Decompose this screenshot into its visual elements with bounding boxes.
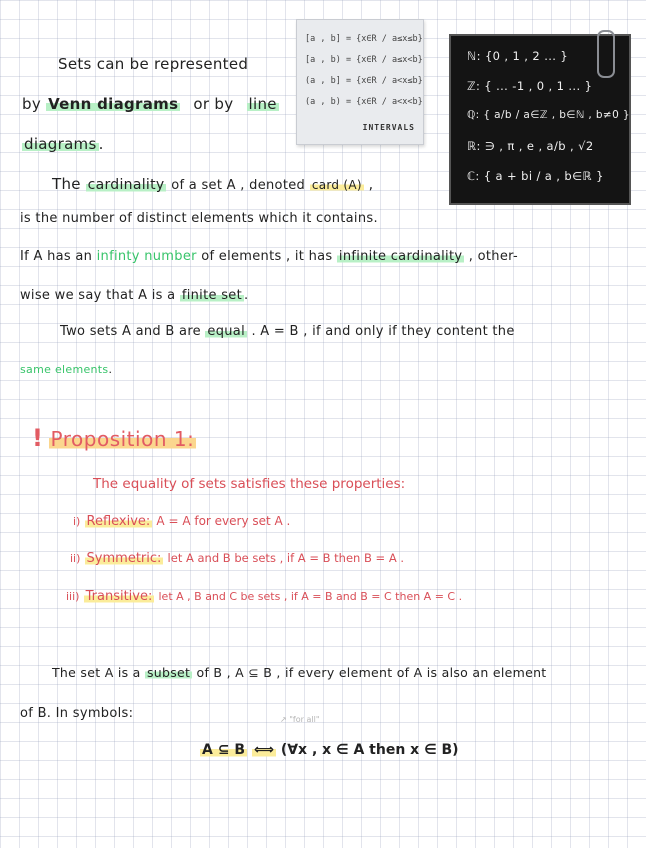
intro-line-1: Sets can be represented	[58, 55, 249, 73]
intro-or-by: or by	[193, 95, 234, 113]
proposition-intro: The equality of sets satisfies these properties:	[93, 476, 406, 492]
same-elements-term: same elements	[20, 363, 109, 376]
warning-icon: !	[32, 424, 44, 452]
property-symmetric: ii) Symmetric: let A and B be sets , if A = B then B = A .	[70, 551, 404, 566]
diagrams-term: diagrams	[24, 135, 97, 153]
paperclip-icon	[597, 30, 615, 78]
iff-arrow: ⟺	[253, 742, 274, 758]
formula-rhs: (∀x , x ∈ A then x ∈ B)	[280, 742, 459, 758]
reals-line: ℝ: ∋ , π , e , a/b , √2	[467, 139, 594, 153]
symmetric-term: Symmetric:	[86, 551, 162, 566]
property-transitive: iii) Transitive: let A , B and C be sets , if A = B and B = C then A = C .	[66, 589, 463, 604]
interval-open: (a , b) = {x∈R / a<x<b}	[305, 97, 423, 107]
subset-term: subset	[146, 665, 191, 680]
naturals-line: ℕ: {0 , 1 , 2 ... }	[467, 49, 569, 63]
intervals-note	[296, 19, 424, 145]
intro-line-2	[22, 95, 279, 113]
subset-formula	[200, 742, 459, 758]
formula-lhs: A ⊆ B	[202, 742, 245, 758]
interval-half-open-right: [a , b) = {x∈R / a≤x<b}	[305, 55, 423, 65]
cardinality-line-2: is the number of distinct elements which it contains.	[20, 211, 378, 226]
cardinality-term: cardinality	[87, 177, 165, 193]
finite-set-term: finite set	[181, 288, 242, 303]
for-all-annotation: ↗ "for all"	[280, 715, 320, 724]
subset-line-2: of B. In symbols:	[20, 706, 134, 721]
property-reflexive: i) Reflexive: A = A for every set A .	[73, 514, 291, 529]
transitive-term: Transitive:	[85, 589, 153, 604]
intro-by: by	[22, 95, 41, 113]
intervals-caption: INTERVALS	[362, 123, 415, 132]
intro-line-3: diagrams .	[24, 135, 104, 153]
arrow-up-right-icon: ↗	[280, 715, 287, 724]
rationals-line: ℚ: { a/b / a∈ℤ , b∈ℕ , b≠0 }	[467, 109, 631, 121]
interval-half-open-left: (a , b] = {x∈R / a<x≤b}	[305, 76, 423, 86]
venn-diagrams-term: Venn diagrams	[48, 95, 179, 113]
cardinality-line-4: wise we say that A is a finite set .	[20, 288, 249, 303]
infinity-number-term: infinty number	[96, 249, 197, 264]
cardinality-line-3: If A has an infinty number of elements , it has infinite cardinality , other-	[20, 249, 518, 264]
reflexive-term: Reflexive:	[86, 514, 151, 529]
cardinality-line-1: The cardinality of a set A , denoted card (A) ,	[52, 175, 374, 193]
equal-term: equal	[207, 324, 245, 339]
interval-closed: [a , b] = {x∈R / a≤x≤b}	[305, 34, 423, 44]
subset-line-1: The set A is a subset of B , A ⊆ B , if every element of A is also an element	[52, 665, 547, 680]
proposition-title: Proposition 1:	[50, 427, 195, 451]
equality-line-1: Two sets A and B are equal . A = B , if and only if they content the	[60, 324, 515, 339]
proposition-heading	[32, 424, 196, 452]
equality-line-2: same elements.	[20, 363, 113, 376]
infinite-cardinality-term: infinite cardinality	[338, 249, 463, 264]
complex-line: ℂ: { a + bi / a , b∈ℝ }	[467, 169, 604, 183]
integers-line: ℤ: { ... -1 , 0 , 1 ... }	[467, 79, 593, 93]
line-term: line	[248, 95, 277, 113]
card-notation: card (A)	[311, 178, 362, 192]
